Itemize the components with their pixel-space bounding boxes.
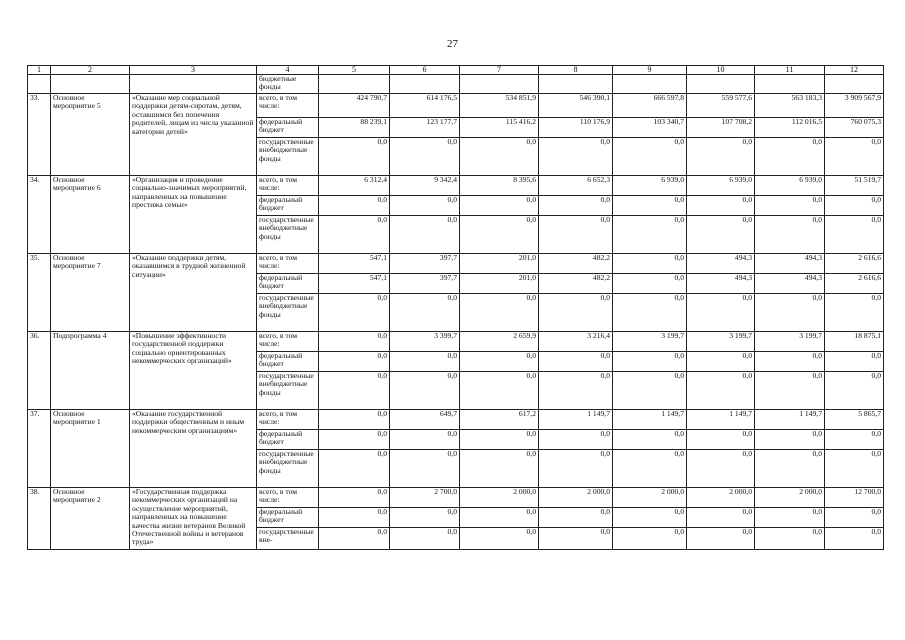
value-cell: 2 700,0	[390, 488, 460, 508]
column-number: 6	[390, 66, 460, 75]
value-cell: 0,0	[319, 294, 390, 332]
value-cell	[825, 75, 884, 94]
value-cell: 0,0	[390, 352, 460, 372]
funding-source: федеральный бюджет	[257, 196, 319, 216]
value-cell: 0,0	[825, 138, 884, 176]
value-cell: 1 149,7	[755, 410, 825, 430]
value-cell: 0,0	[825, 372, 884, 410]
value-cell: 0,0	[755, 294, 825, 332]
value-cell: 0,0	[319, 450, 390, 488]
value-cell	[390, 75, 460, 94]
value-cell: 0,0	[539, 430, 613, 450]
value-cell: 482,2	[539, 274, 613, 294]
funding-source: всего, в том числе:	[257, 410, 319, 430]
value-cell: 110 176,9	[539, 118, 613, 138]
value-cell: 0,0	[755, 352, 825, 372]
value-cell	[687, 75, 755, 94]
event-name: Основное мероприятие 2	[51, 488, 130, 550]
event-description: «Повышение эффективности государственной поддержки социально ориентированных некоммерческих организаций»	[130, 332, 257, 410]
event-description: «Оказание мер социальной поддержки детям-сиротам, детям, оставшимся без попечения родителей, лицам из числа указанной категории детей»	[130, 94, 257, 176]
table-row	[28, 94, 884, 118]
value-cell: 0,0	[319, 528, 390, 550]
funding-source: федеральный бюджет	[257, 274, 319, 294]
column-number: 11	[755, 66, 825, 75]
value-cell: 494,3	[687, 254, 755, 274]
column-number: 7	[460, 66, 539, 75]
row-index: 33.	[28, 94, 51, 176]
value-cell	[319, 75, 390, 94]
value-cell: 0,0	[390, 216, 460, 254]
value-cell: 88 239,1	[319, 118, 390, 138]
value-cell: 3 199,7	[687, 332, 755, 352]
value-cell: 3 199,7	[755, 332, 825, 352]
value-cell: 0,0	[825, 352, 884, 372]
funding-source: государственные внебюджетные фонды	[257, 450, 319, 488]
funding-source: всего, в том числе:	[257, 254, 319, 274]
column-number-row	[28, 66, 884, 75]
value-cell: 6 652,3	[539, 176, 613, 196]
row-index: 34.	[28, 176, 51, 254]
value-cell: 0,0	[539, 450, 613, 488]
value-cell: 0,0	[460, 196, 539, 216]
value-cell: 2 000,0	[539, 488, 613, 508]
value-cell: 0,0	[613, 352, 687, 372]
value-cell: 2 000,0	[755, 488, 825, 508]
event-description: «Оказание поддержки детям, оказавшимся в трудной жизненной ситуации»	[130, 254, 257, 332]
value-cell: 9 342,4	[390, 176, 460, 196]
value-cell: 0,0	[319, 196, 390, 216]
value-cell: 617,2	[460, 410, 539, 430]
value-cell: 6 939,0	[755, 176, 825, 196]
funding-source: государственные внебюджетные фонды	[257, 294, 319, 332]
value-cell: 0,0	[613, 450, 687, 488]
value-cell: 0,0	[825, 196, 884, 216]
value-cell: 2 000,0	[460, 488, 539, 508]
funding-source: всего, в том числе:	[257, 94, 319, 118]
column-number: 9	[613, 66, 687, 75]
funding-source: всего, в том числе:	[257, 332, 319, 352]
value-cell: 18 875,1	[825, 332, 884, 352]
value-cell: 0,0	[825, 508, 884, 528]
value-cell: 0,0	[539, 528, 613, 550]
value-cell: 0,0	[755, 138, 825, 176]
value-cell: 0,0	[460, 372, 539, 410]
source-cell: бюджетные фонды	[257, 75, 319, 94]
value-cell: 0,0	[319, 352, 390, 372]
event-description: «Государственная поддержка некоммерческих организаций на осуществление мероприятий, направленных на повышение качества жизни ветеранов Великой Отечественной войны и ветеранов труда»	[130, 488, 257, 550]
value-cell: 2 000,0	[687, 488, 755, 508]
event-description: «Организация и проведение социально-значимых мероприятий, направленных на повышение престижа семьи»	[130, 176, 257, 254]
funding-source: государственные внебюджетные фонды	[257, 138, 319, 176]
value-cell: 1 149,7	[687, 410, 755, 430]
value-cell: 0,0	[613, 138, 687, 176]
value-cell: 107 708,2	[687, 118, 755, 138]
value-cell: 0,0	[390, 430, 460, 450]
name-cell	[51, 75, 130, 94]
table-row	[28, 488, 884, 508]
row-index: 37.	[28, 410, 51, 488]
column-number: 5	[319, 66, 390, 75]
table-row	[28, 176, 884, 196]
value-cell: 0,0	[825, 430, 884, 450]
value-cell: 0,0	[755, 450, 825, 488]
value-cell: 0,0	[319, 138, 390, 176]
funding-table	[27, 65, 884, 550]
value-cell: 0,0	[687, 508, 755, 528]
value-cell: 3 399,7	[390, 332, 460, 352]
value-cell: 0,0	[613, 254, 687, 274]
value-cell: 1 149,7	[613, 410, 687, 430]
value-cell: 0,0	[319, 508, 390, 528]
value-cell: 201,0	[460, 274, 539, 294]
event-name: Подпрограмма 4	[51, 332, 130, 410]
value-cell: 0,0	[460, 216, 539, 254]
value-cell: 2 616,6	[825, 254, 884, 274]
value-cell: 2 616,6	[825, 274, 884, 294]
value-cell: 0,0	[319, 410, 390, 430]
value-cell: 0,0	[539, 138, 613, 176]
column-number: 2	[51, 66, 130, 75]
table-row	[28, 410, 884, 430]
value-cell: 123 177,7	[390, 118, 460, 138]
value-cell: 546 390,1	[539, 94, 613, 118]
column-number: 3	[130, 66, 257, 75]
value-cell: 0,0	[755, 216, 825, 254]
value-cell: 0,0	[539, 352, 613, 372]
funding-source: федеральный бюджет	[257, 118, 319, 138]
funding-source: федеральный бюджет	[257, 352, 319, 372]
column-number: 12	[825, 66, 884, 75]
row-index: 35.	[28, 254, 51, 332]
value-cell: 103 340,7	[613, 118, 687, 138]
value-cell: 0,0	[319, 372, 390, 410]
column-number: 1	[28, 66, 51, 75]
value-cell: 5 865,7	[825, 410, 884, 430]
value-cell: 0,0	[613, 372, 687, 410]
value-cell: 534 851,9	[460, 94, 539, 118]
value-cell: 0,0	[460, 450, 539, 488]
value-cell: 6 939,0	[687, 176, 755, 196]
value-cell: 0,0	[687, 138, 755, 176]
value-cell: 0,0	[319, 488, 390, 508]
event-name: Основное мероприятие 7	[51, 254, 130, 332]
event-name: Основное мероприятие 6	[51, 176, 130, 254]
value-cell: 0,0	[539, 216, 613, 254]
value-cell: 614 176,5	[390, 94, 460, 118]
value-cell: 0,0	[825, 450, 884, 488]
event-name: Основное мероприятие 5	[51, 94, 130, 176]
value-cell: 2 659,9	[460, 332, 539, 352]
value-cell: 0,0	[687, 196, 755, 216]
value-cell: 0,0	[460, 294, 539, 332]
value-cell: 0,0	[539, 372, 613, 410]
value-cell: 51 519,7	[825, 176, 884, 196]
funding-source: государственные внебюджетные фонды	[257, 372, 319, 410]
value-cell: 0,0	[390, 294, 460, 332]
funding-source: всего, в том числе:	[257, 176, 319, 196]
value-cell: 0,0	[687, 294, 755, 332]
value-cell	[460, 75, 539, 94]
value-cell: 0,0	[755, 372, 825, 410]
value-cell: 0,0	[613, 216, 687, 254]
funding-source: всего, в том числе:	[257, 488, 319, 508]
value-cell: 0,0	[319, 332, 390, 352]
value-cell: 1 149,7	[539, 410, 613, 430]
value-cell: 0,0	[755, 196, 825, 216]
value-cell	[613, 75, 687, 94]
value-cell: 0,0	[825, 528, 884, 550]
value-cell: 649,7	[390, 410, 460, 430]
value-cell: 0,0	[687, 450, 755, 488]
value-cell: 563 183,3	[755, 94, 825, 118]
value-cell	[539, 75, 613, 94]
value-cell: 0,0	[460, 138, 539, 176]
funding-source: государственные внебюджетные фонды	[257, 216, 319, 254]
value-cell: 0,0	[460, 508, 539, 528]
value-cell: 0,0	[613, 528, 687, 550]
event-name: Основное мероприятие 1	[51, 410, 130, 488]
value-cell: 112 016,5	[755, 118, 825, 138]
value-cell: 6 939,0	[613, 176, 687, 196]
value-cell: 0,0	[755, 528, 825, 550]
column-number: 8	[539, 66, 613, 75]
value-cell: 547,1	[319, 274, 390, 294]
value-cell: 3 216,4	[539, 332, 613, 352]
value-cell: 397,7	[390, 274, 460, 294]
value-cell: 424 790,7	[319, 94, 390, 118]
value-cell: 559 577,6	[687, 94, 755, 118]
value-cell: 0,0	[687, 216, 755, 254]
funding-source: федеральный бюджет	[257, 508, 319, 528]
value-cell: 0,0	[319, 430, 390, 450]
value-cell: 201,0	[460, 254, 539, 274]
value-cell: 482,2	[539, 254, 613, 274]
value-cell: 494,3	[755, 274, 825, 294]
table-row	[28, 254, 884, 274]
value-cell	[755, 75, 825, 94]
value-cell: 547,1	[319, 254, 390, 274]
event-description: «Оказание государственной поддержки общественным и иным некоммерческим организациям»	[130, 410, 257, 488]
row-index: 36.	[28, 332, 51, 410]
value-cell: 0,0	[755, 508, 825, 528]
value-cell: 0,0	[390, 450, 460, 488]
value-cell: 0,0	[613, 196, 687, 216]
value-cell: 397,7	[390, 254, 460, 274]
column-number: 4	[257, 66, 319, 75]
value-cell: 8 395,6	[460, 176, 539, 196]
description-cell	[130, 75, 257, 94]
value-cell: 0,0	[613, 508, 687, 528]
value-cell: 666 597,8	[613, 94, 687, 118]
value-cell: 0,0	[825, 216, 884, 254]
value-cell: 3 199,7	[613, 332, 687, 352]
value-cell: 3 909 567,9	[825, 94, 884, 118]
value-cell: 2 000,0	[613, 488, 687, 508]
value-cell: 6 312,4	[319, 176, 390, 196]
value-cell: 0,0	[613, 274, 687, 294]
funding-source: государственные вне-	[257, 528, 319, 550]
row-index: 38.	[28, 488, 51, 550]
value-cell: 0,0	[390, 508, 460, 528]
value-cell: 0,0	[613, 430, 687, 450]
table-row	[28, 332, 884, 352]
continuation-row	[28, 75, 884, 94]
index-cell	[28, 75, 51, 94]
value-cell: 0,0	[539, 196, 613, 216]
value-cell: 0,0	[825, 294, 884, 332]
page-number: 27	[447, 38, 458, 50]
value-cell: 0,0	[687, 528, 755, 550]
value-cell: 0,0	[687, 430, 755, 450]
value-cell: 0,0	[460, 352, 539, 372]
funding-source: федеральный бюджет	[257, 430, 319, 450]
value-cell: 0,0	[539, 294, 613, 332]
value-cell: 494,3	[755, 254, 825, 274]
column-number: 10	[687, 66, 755, 75]
value-cell: 0,0	[390, 138, 460, 176]
value-cell: 0,0	[390, 196, 460, 216]
value-cell: 0,0	[755, 430, 825, 450]
value-cell: 115 416,2	[460, 118, 539, 138]
value-cell: 0,0	[687, 372, 755, 410]
value-cell: 760 075,3	[825, 118, 884, 138]
value-cell: 0,0	[390, 372, 460, 410]
value-cell: 0,0	[687, 352, 755, 372]
value-cell: 0,0	[460, 528, 539, 550]
value-cell: 0,0	[319, 216, 390, 254]
value-cell: 12 700,0	[825, 488, 884, 508]
value-cell: 0,0	[539, 508, 613, 528]
value-cell: 0,0	[390, 528, 460, 550]
value-cell: 0,0	[460, 430, 539, 450]
value-cell: 494,3	[687, 274, 755, 294]
value-cell: 0,0	[613, 294, 687, 332]
